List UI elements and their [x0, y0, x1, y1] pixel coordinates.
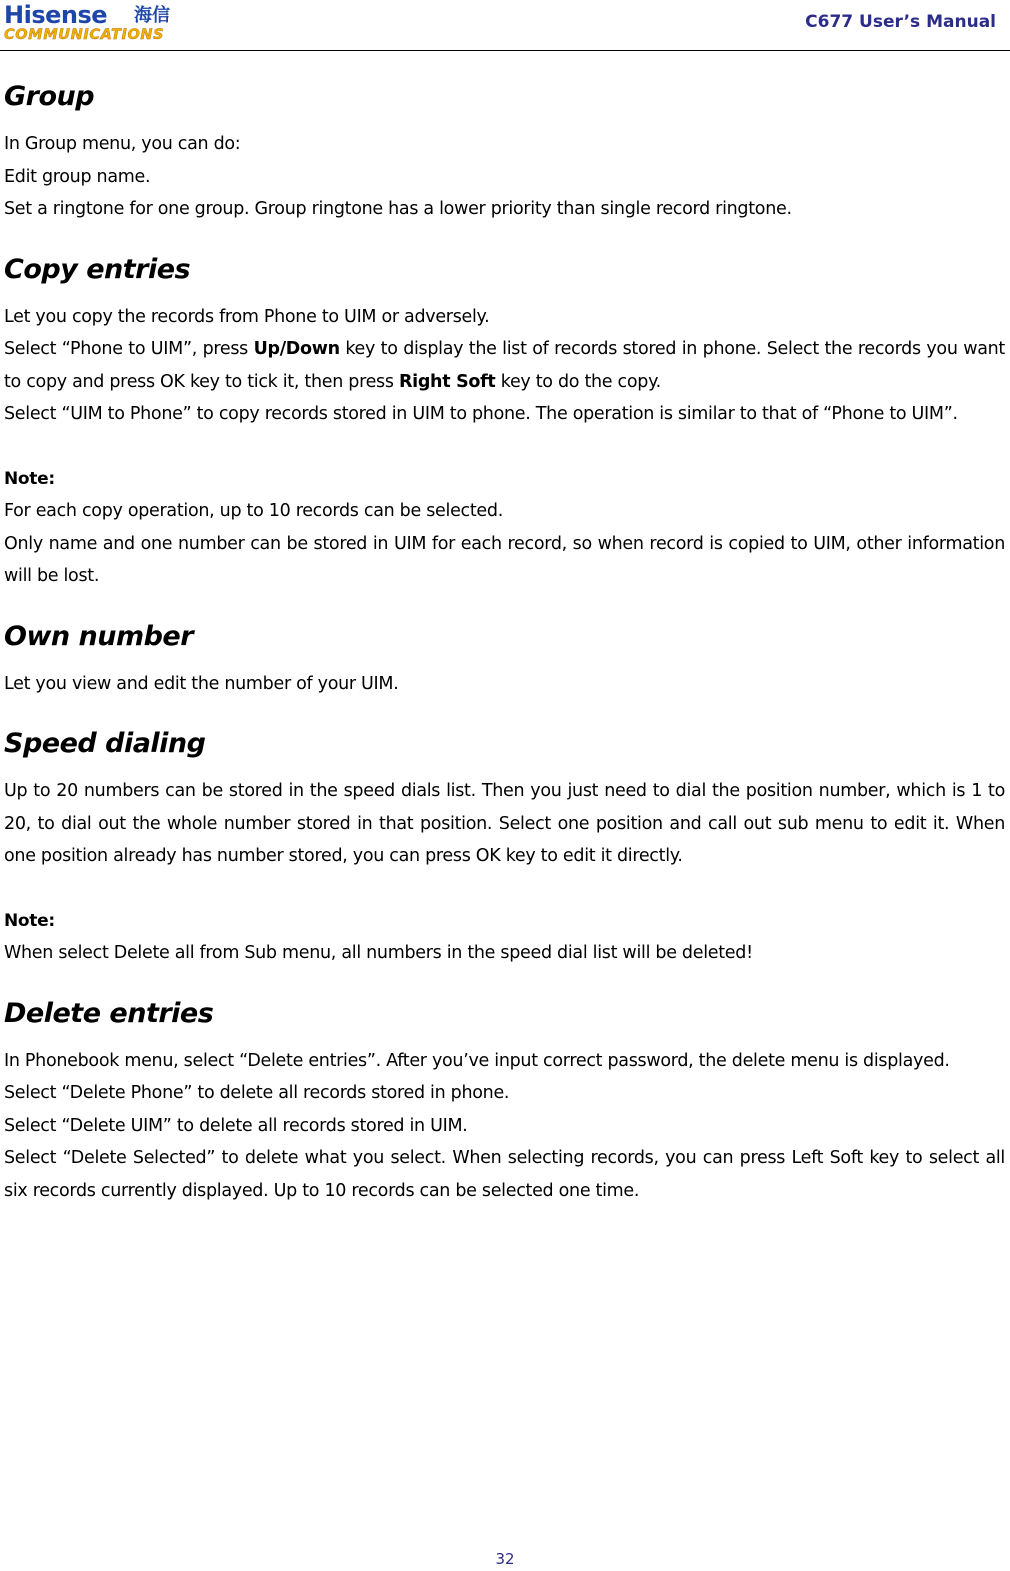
section-own-number	[4, 618, 1005, 701]
paragraph: Up to 20 numbers can be stored in the speed dials list. Then you just need to dial the position number, which is 1 to 20, to dial out the whole number stored in that position. Select one position and call out sub menu to edit it. When one position already has number stored, you can press OK key to edit it directly.	[4, 781, 1005, 866]
note-label: Note:	[4, 468, 55, 489]
text: key to do the copy.	[495, 371, 661, 392]
manual-title: C677 User’s Manual	[805, 12, 996, 32]
heading-speed-dialing: Speed dialing	[4, 728, 206, 759]
paragraph: In Group menu, you can do:	[4, 134, 241, 154]
key-name: Right Soft	[398, 371, 496, 392]
section-copy-entries	[4, 251, 1005, 593]
heading-delete-entries: Delete entries	[4, 997, 214, 1029]
heading-copy-entries: Copy entries	[4, 253, 191, 285]
key-name: Up/Down	[253, 339, 340, 359]
logo-chinese: 海信	[134, 5, 170, 26]
page-number: 32	[495, 1550, 515, 1568]
heading-own-number: Own number	[4, 620, 194, 652]
paragraph: Only name and one number can be stored in UIM for each record, so when record is copied to UIM, other information will be lost.	[4, 533, 1005, 586]
paragraph: Let you copy the records from Phone to UIM or adversely.	[4, 306, 490, 327]
text: Select “Phone to UIM”, press	[4, 339, 254, 359]
section-group	[4, 78, 1005, 226]
text: key to display the list of records stored in phone. Select the records you want to copy and press OK key to tick it, then press	[4, 339, 1005, 392]
paragraph: Let you view and edit the number of your UIM.	[4, 673, 399, 694]
paragraph: Select “Delete Phone” to delete all records stored in phone.	[4, 1083, 510, 1103]
hisense-logo	[4, 2, 194, 46]
paragraph: In Phonebook menu, select “Delete entries”. After you’ve input correct password, the delete menu is displayed.	[4, 1050, 950, 1071]
heading-group: Group	[4, 81, 95, 112]
paragraph: Set a ringtone for one group. Group ringtone has a lower priority than single record ringtone.	[4, 199, 792, 219]
section-delete-entries	[4, 995, 1005, 1208]
paragraph: When select Delete all from Sub menu, all numbers in the speed dial list will be deleted!	[4, 943, 753, 963]
paragraph: Select “Delete Selected” to delete what you select. When selecting records, you can press Left Soft key to select all six records currently displayed. Up to 10 records can be selected one time.	[4, 1148, 1005, 1201]
paragraph: Edit group name.	[4, 166, 151, 187]
note-label: Note:	[4, 910, 55, 931]
paragraph: Select “Delete UIM” to delete all records stored in UIM.	[4, 1115, 468, 1136]
page-content	[4, 78, 1005, 1207]
paragraph: Select “UIM to Phone” to copy records stored in UIM to phone. The operation is similar to that of “Phone to UIM”.	[4, 404, 958, 424]
paragraph: For each copy operation, up to 10 records can be selected.	[4, 501, 503, 521]
paragraph	[4, 333, 1005, 398]
logo-subtitle: COMMUNICATIONS	[4, 27, 165, 43]
logo-brand: Hisense	[4, 1, 108, 29]
section-speed-dialing	[4, 725, 1005, 970]
page-header	[0, 0, 1010, 51]
